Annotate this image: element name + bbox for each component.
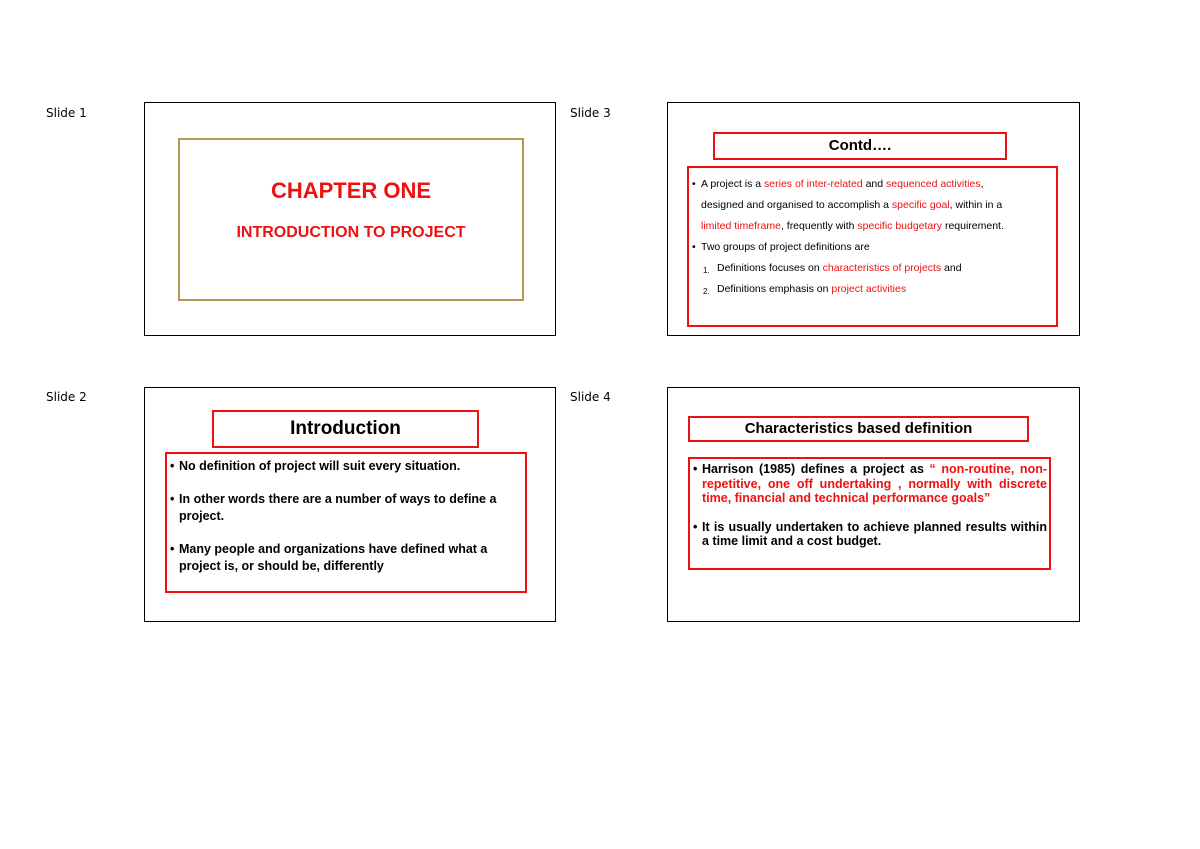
intro-bullet-3: • Many people and organizations have defined what a project is, or should be, differently xyxy=(169,541,519,575)
slide-3 xyxy=(667,102,1080,336)
group-item-1: 1. Definitions focuses on characteristics of projects and xyxy=(703,262,962,275)
contd-heading-box xyxy=(713,132,1007,160)
slide-3-label: Slide 3 xyxy=(570,106,611,120)
introduction-heading: Introduction xyxy=(290,418,401,439)
characteristics-heading-box xyxy=(688,416,1029,442)
contd-heading: Contd…. xyxy=(828,137,892,154)
introduction-content-box xyxy=(165,452,527,593)
definition-bullet: • A project is a series of inter-related and sequenced activities, designed and organised to accomplish a specific goal, within in a limited timeframe, frequently with specific budgetary requirement. xyxy=(691,174,1050,237)
slide-1-label: Slide 1 xyxy=(46,106,87,120)
slide-2-label: Slide 2 xyxy=(46,390,87,404)
slide-2 xyxy=(144,387,556,622)
chapter-title: CHAPTER ONE xyxy=(270,178,432,203)
undertaken-bullet: • It is usually undertaken to achieve planned results within a time limit and a cost budget. xyxy=(692,520,1047,549)
contd-content-box xyxy=(687,166,1058,327)
slide-1 xyxy=(144,102,556,336)
slide-4 xyxy=(667,387,1080,622)
characteristics-heading: Characteristics based definition xyxy=(744,420,973,437)
characteristics-content-box xyxy=(688,457,1051,570)
group-item-2: 2. Definitions emphasis on project activities xyxy=(703,283,907,296)
intro-bullet-2: • In other words there are a number of ways to define a project. xyxy=(169,491,519,525)
chapter-subtitle: INTRODUCTION TO PROJECT xyxy=(236,224,466,241)
title-frame xyxy=(178,138,524,301)
harrison-bullet: • Harrison (1985) defines a project as “ non-routine, non-repetitive, one off undertaking , normally with discrete time, financial and technical performance goals” xyxy=(692,462,1047,506)
intro-bullet-1: • No definition of project will suit every situation. xyxy=(169,458,519,475)
slide-4-label: Slide 4 xyxy=(570,390,611,404)
groups-bullet: • Two groups of project definitions are xyxy=(691,237,1050,258)
introduction-heading-box xyxy=(212,410,479,448)
